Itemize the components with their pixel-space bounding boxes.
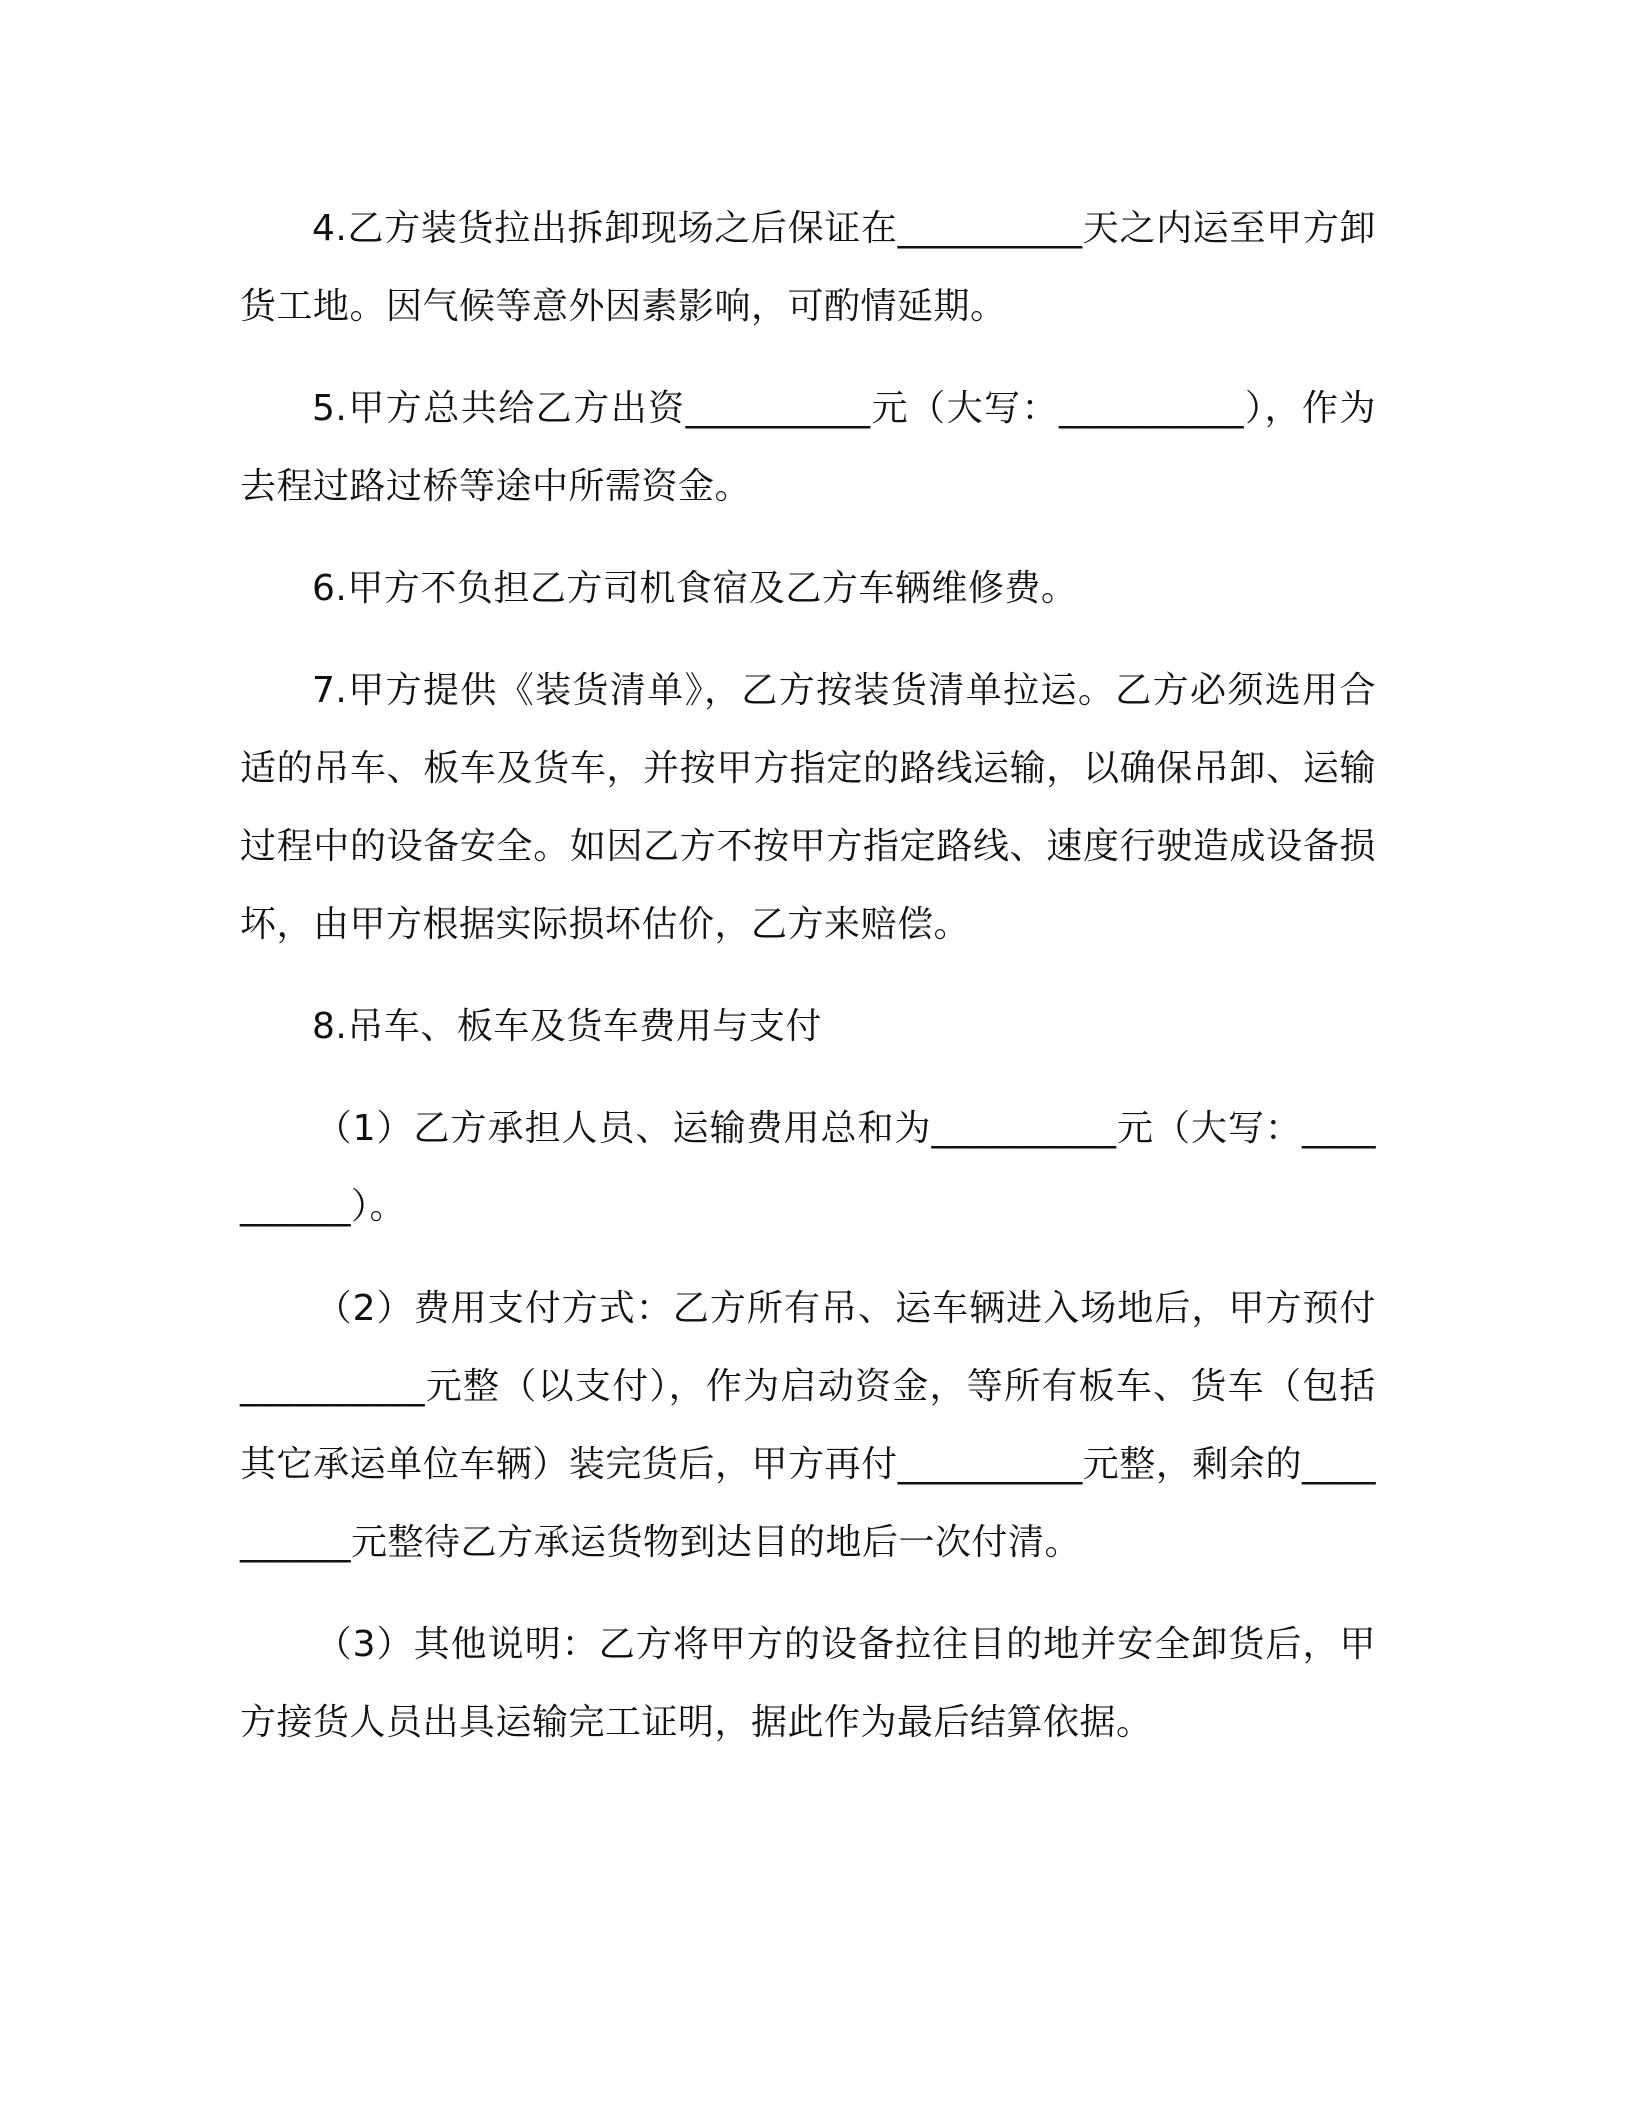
paragraph-gap [240, 1246, 1376, 1270]
clause-8-item-1: （1）乙方承担人员、运输费用总和为__________元（大写：__________）。 [240, 1108, 1376, 1227]
clause-6: 6.甲方不负担乙方司机食宿及乙方车辆维修费。 [312, 568, 1078, 609]
contract-body [240, 190, 1376, 1762]
paragraph-gap [240, 526, 1376, 550]
clause-5: 5.甲方总共给乙方出资__________元（大写：__________），作为去程过路过桥等途中所需资金。 [240, 388, 1376, 507]
paragraph-gap [240, 1582, 1376, 1606]
clause-4: 4.乙方装货拉出拆卸现场之后保证在__________天之内运至甲方卸货工地。因气候等意外因素影响，可酌情延期。 [240, 208, 1376, 327]
paragraph-gap [240, 346, 1376, 370]
clause-8-item-3: （3）其他说明：乙方将甲方的设备拉往目的地并安全卸货后，甲方接货人员出具运输完工证明，据此作为最后结算依据。 [240, 1624, 1376, 1743]
paragraph-gap [240, 628, 1376, 652]
clause-8-heading: 8.吊车、板车及货车费用与支付 [312, 1006, 822, 1047]
clause-7: 7.甲方提供《装货清单》，乙方按装货清单拉运。乙方必须选用合适的吊车、板车及货车，并按甲方指定的路线运输，以确保吊卸、运输过程中的设备安全。如因乙方不按甲方指定路线、速度行驶造成设备损坏，由甲方根据实际损坏估价，乙方来赔偿。 [240, 670, 1376, 945]
clause-8-item-2: （2）费用支付方式：乙方所有吊、运车辆进入场地后，甲方预付__________元整（以支付），作为启动资金，等所有板车、货车（包括其它承运单位车辆）装完货后，甲方再付__________元整，剩余的__________元整待乙方承运货物到达目的地后一次付清。 [240, 1288, 1376, 1563]
paragraph-gap [240, 1066, 1376, 1090]
paragraph-gap [240, 964, 1376, 988]
